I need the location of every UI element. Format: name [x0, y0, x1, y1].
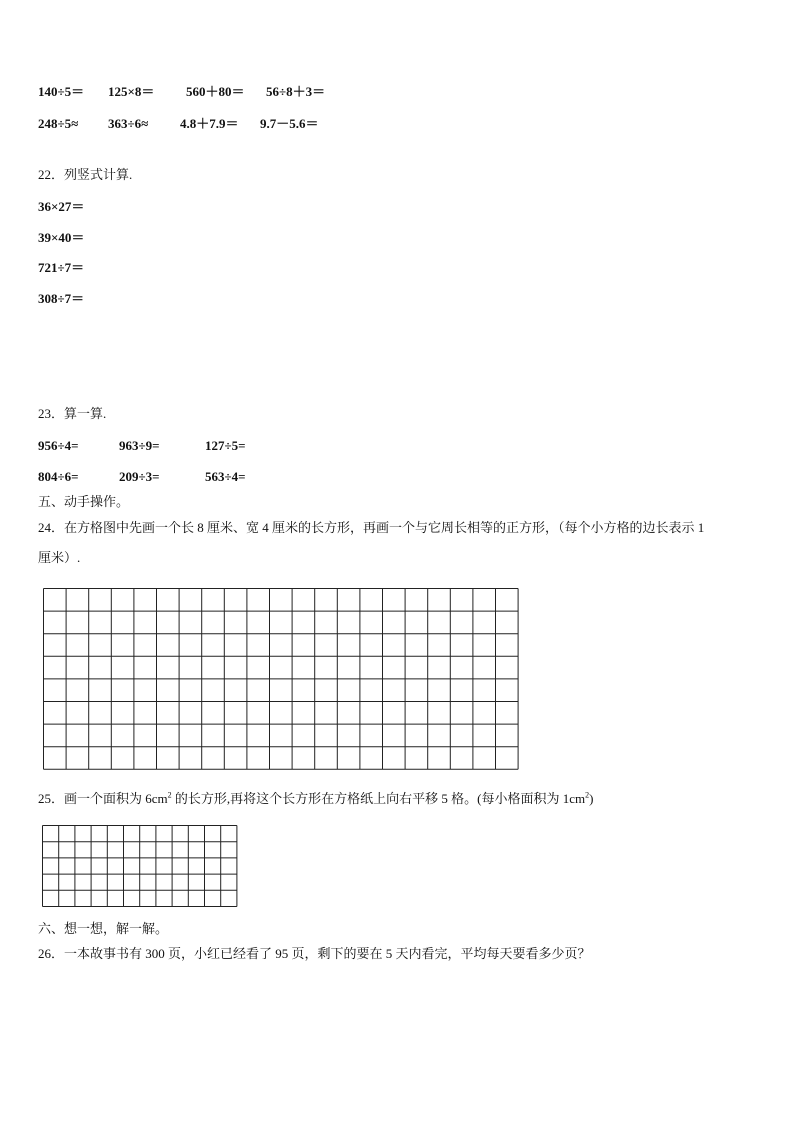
- q23-r2-c2: 209÷3=: [119, 469, 160, 484]
- q25-text-before: 25．画一个面积为 6cm: [38, 791, 168, 806]
- warmup-r2-c1: 248÷5≈: [38, 116, 79, 131]
- warmup-r1-c3: 560＋80＝: [186, 84, 245, 99]
- warmup-r2-c4: 9.7－5.6＝: [260, 116, 319, 131]
- q24-text-line1: 24．在方格图中先画一个长 8 厘米、宽 4 厘米的长方形，再画一个与它周长相等的正方形，（每个小方格的边长表示 1: [38, 520, 705, 535]
- q23-r1-c2: 963÷9=: [119, 438, 160, 453]
- section-6-title: 六、想一想，解一解。: [38, 921, 169, 936]
- q26-text: 26．一本故事书有 300 页，小红已经看了 95 页，剩下的要在 5 天内看完，平均每天要看多少页？: [38, 946, 591, 961]
- q24-square-grid[interactable]: [43, 588, 523, 772]
- warmup-r1-c4: 56÷8＋3＝: [266, 84, 326, 99]
- q25-square-grid[interactable]: [42, 825, 240, 909]
- q23-r1-c1: 956÷4=: [38, 438, 79, 453]
- warmup-r1-c1: 140÷5＝: [38, 84, 85, 99]
- q23-r1-c3: 127÷5=: [205, 438, 246, 453]
- q25-text: [38, 791, 593, 807]
- q24-text-line2: 厘米）.: [38, 550, 81, 565]
- q23-title: 23．算一算.: [38, 406, 107, 421]
- q22-title: 22．列竖式计算.: [38, 167, 133, 182]
- q25-superscript-1: 2: [167, 790, 172, 800]
- q25-superscript-2: 2: [585, 790, 590, 800]
- warmup-r1-c2: 125×8＝: [108, 84, 155, 99]
- q22-item-4: 308÷7＝: [38, 291, 85, 306]
- q23-r2-c3: 563÷4=: [205, 469, 246, 484]
- q25-text-after: ): [589, 791, 594, 806]
- q25-text-middle: 的长方形,再将这个长方形在方格纸上向右平移 5 格。(每小格面积为 1cm: [171, 791, 586, 806]
- q22-item-3: 721÷7＝: [38, 260, 85, 275]
- q22-item-1: 36×27＝: [38, 199, 85, 214]
- q23-r2-c1: 804÷6=: [38, 469, 79, 484]
- warmup-r2-c3: 4.8＋7.9＝: [180, 116, 239, 131]
- q22-item-2: 39×40＝: [38, 230, 85, 245]
- section-5-title: 五、动手操作。: [38, 494, 130, 509]
- warmup-r2-c2: 363÷6≈: [108, 116, 149, 131]
